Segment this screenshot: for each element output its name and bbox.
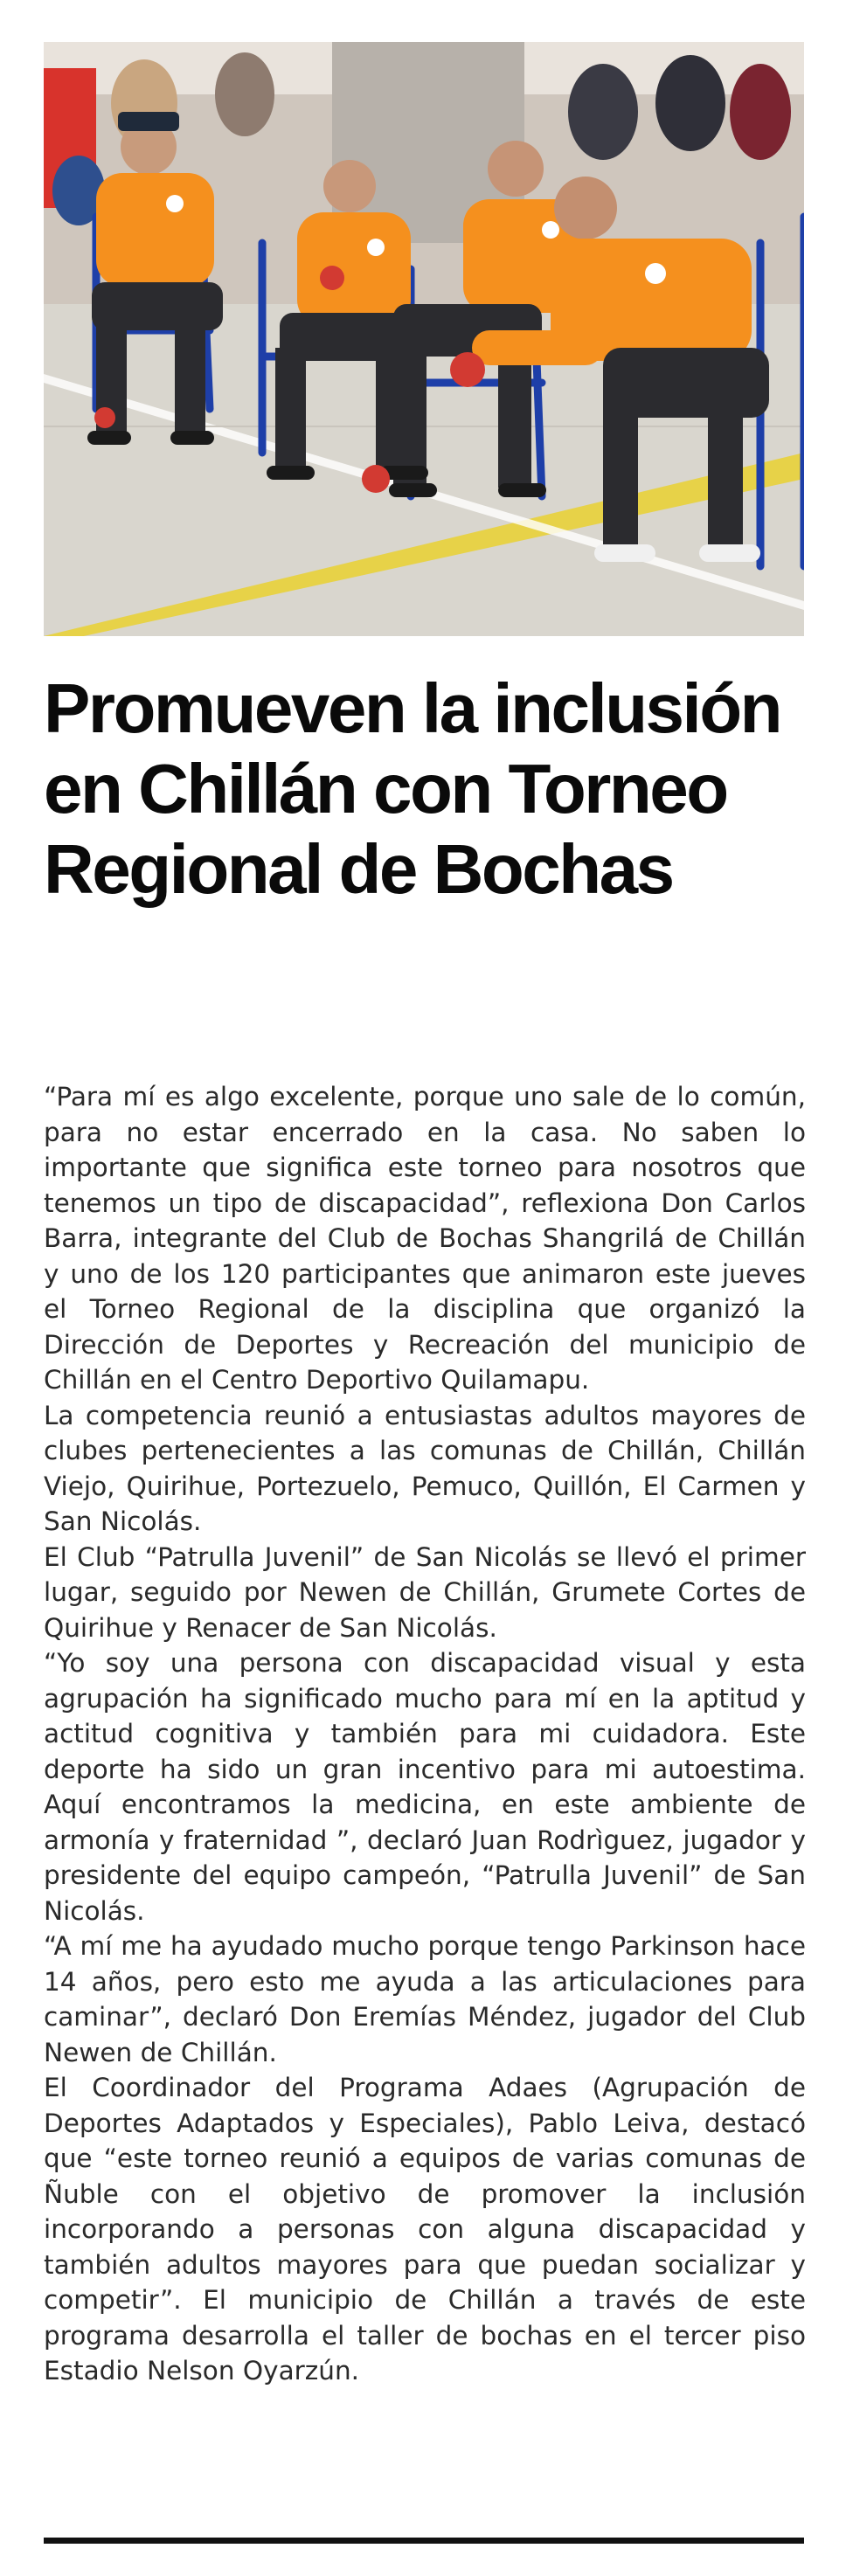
paragraph: “A mí me ha ayudado mucho porque tengo Parkinson hace 14 años, pero esto me ayuda a las articulaciones para caminar”, declaró Don Eremías Méndez, jugador del Club Newen de Chillán. <box>44 1931 806 2067</box>
paragraph: “Yo soy una persona con discapacidad visual y esta agrupación ha significado mucho para mí en la aptitud y actitud cognitiva y también para mi cuidadora. Este deporte ha sido un gran incentivo para mi autoestima. Aquí encontramos la medicina, en este ambiente de armonía y fraternidad ”, declaró Juan Rodrìguez, jugador y presidente del equipo campeón, “Patrulla Juvenil” de San Nicolás. <box>44 1648 806 1926</box>
headline: Promueven la inclusión en Chillán con Torneo Regional de Bochas <box>44 669 781 908</box>
paragraph: La competencia reunió a entusiastas adultos mayores de clubes pertenecientes a las comunas de Chillán, Chillán Viejo, Quirihue, Portezuelo, Pemuco, Quillón, El Carmen y San Nicolás. <box>44 1400 806 1536</box>
paragraph: El Coordinador del Programa Adaes (Agrupación de Deportes Adaptados y Especiales), Pablo Leiva, destacó que “este torneo reunió a equipos de varias comunas de Ñuble con el objetivo de promover la inclusión incorporando a personas con alguna discapacidad y también adultos mayores para que puedan socializar y competir”. El municipio de Chillán a través de este programa desarrolla el taller de bochas en el tercer piso Estadio Nelson Oyarzún. <box>44 2073 806 2386</box>
article-photo <box>44 42 804 636</box>
paragraph: El Club “Patrulla Juvenil” de San Nicolás se llevó el primer lugar, seguido por Newen de Chillán, Grumete Cortes de Quirihue y Renacer de San Nicolás. <box>44 1541 806 1643</box>
bottom-rule <box>44 2538 804 2544</box>
paragraph: “Para mí es algo excelente, porque uno sale de lo común, para no estar encerrado en la casa. No saben lo importante que significa este torneo para nosotros que tenemos un tipo de discapacidad”, reflexiona Don Carlos Barra, integrante del Club de Bochas Shangrilá de Chillán y uno de los 120 participantes que animaron este jueves el Torneo Regional de la disciplina que organizó la Dirección de Deportes y Recreación del municipio de Chillán en el Centro Deportivo Quilamapu. <box>44 1082 806 1395</box>
article-body <box>44 1079 806 2389</box>
